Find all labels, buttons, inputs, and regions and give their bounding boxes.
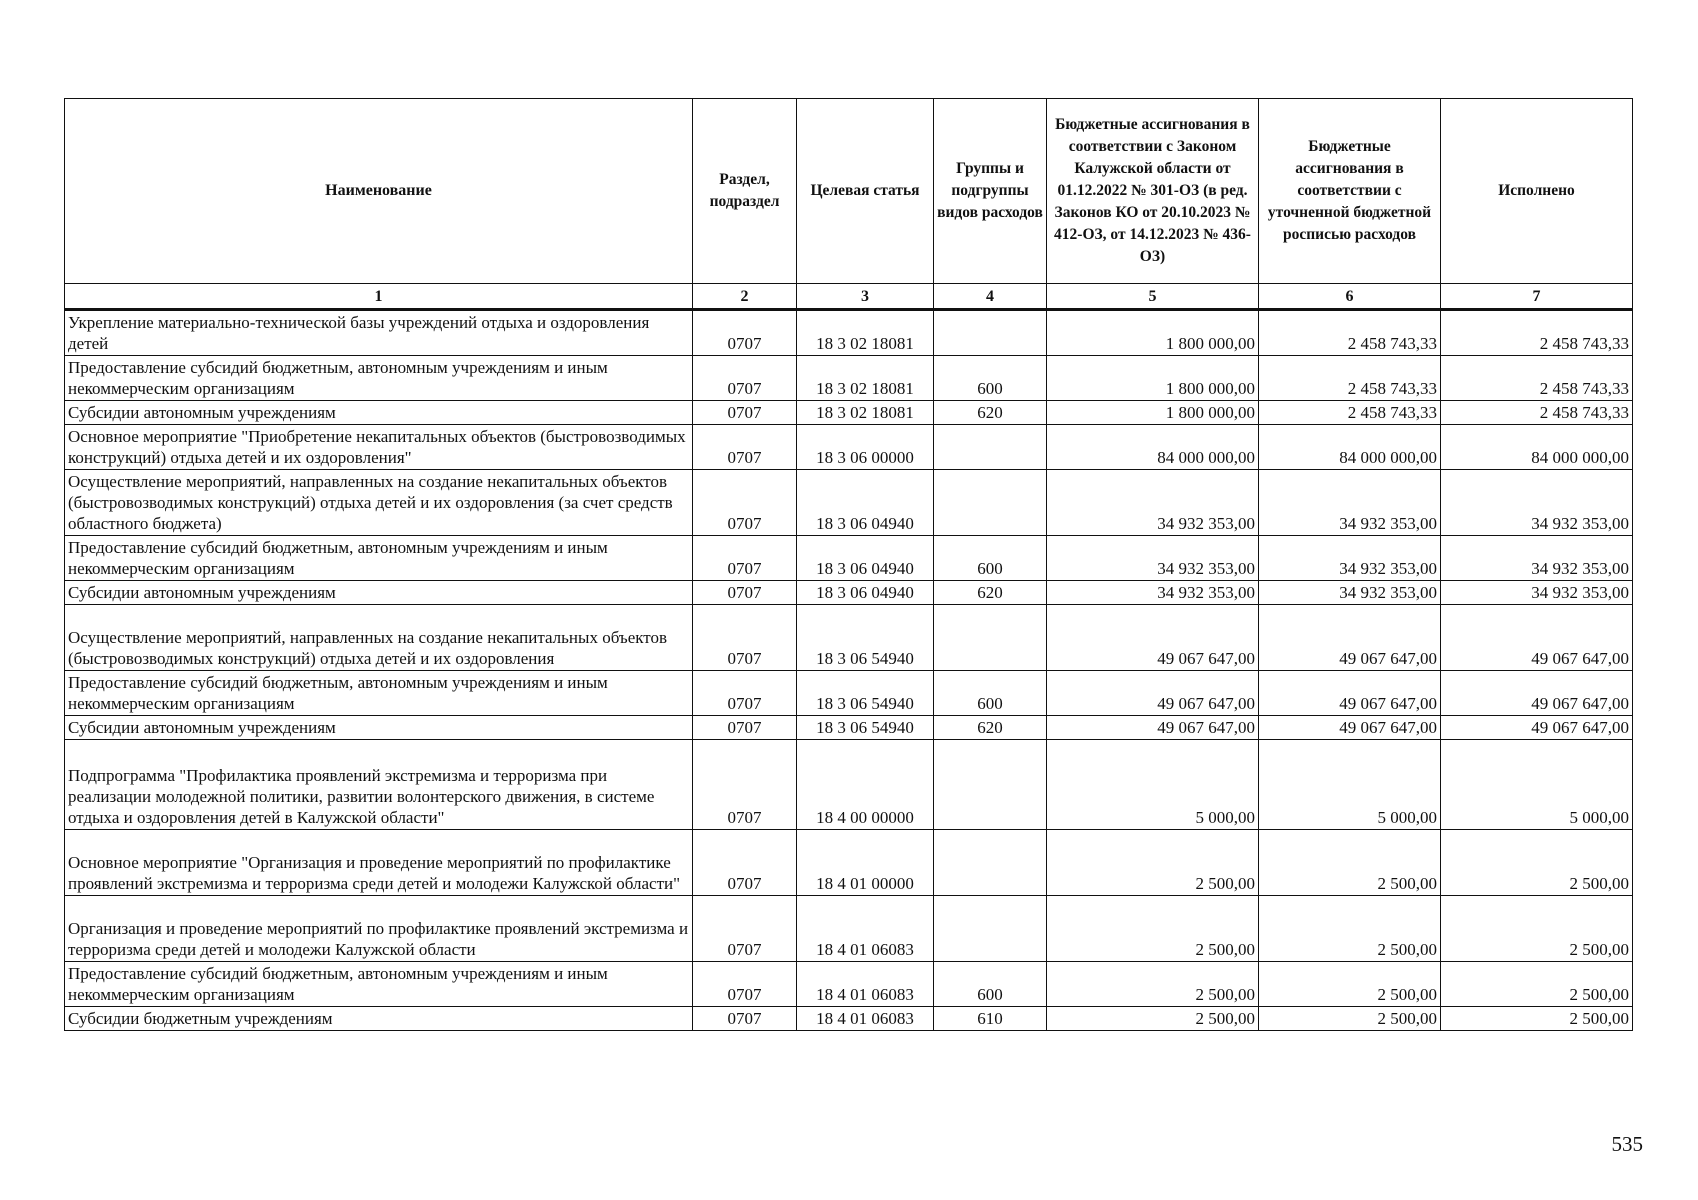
cell-law-amount: 2 500,00 <box>1047 896 1259 962</box>
cell-executed-amount: 2 458 743,33 <box>1441 310 1633 356</box>
cell-executed-amount: 34 932 353,00 <box>1441 536 1633 581</box>
header-row <box>65 99 1633 284</box>
cell-target: 18 3 02 18081 <box>797 356 934 401</box>
cell-law-amount: 1 800 000,00 <box>1047 401 1259 425</box>
header-law-allocations: Бюджетные ассигнования в соответствии с Законом Калужской области от 01.12.2022 № 301-ОЗ (в ред. Законов КО от 20.10.2023 № 412-ОЗ, от 14.12.2023 № 436-ОЗ) <box>1047 99 1259 284</box>
cell-name: Основное мероприятие "Организация и проведение мероприятий по профилактике проявлений экстремизма и терроризма среди детей и молодежи Калужской области" <box>65 830 693 896</box>
cell-refined-amount: 49 067 647,00 <box>1259 605 1441 671</box>
cell-section: 0707 <box>693 401 797 425</box>
column-number: 3 <box>797 284 934 310</box>
cell-law-amount: 34 932 353,00 <box>1047 581 1259 605</box>
cell-refined-amount: 2 500,00 <box>1259 830 1441 896</box>
cell-group <box>934 740 1047 830</box>
cell-group: 620 <box>934 716 1047 740</box>
cell-group: 620 <box>934 581 1047 605</box>
cell-section: 0707 <box>693 716 797 740</box>
cell-section: 0707 <box>693 356 797 401</box>
cell-group <box>934 310 1047 356</box>
table-row <box>65 740 1633 830</box>
cell-section: 0707 <box>693 962 797 1007</box>
cell-law-amount: 2 500,00 <box>1047 830 1259 896</box>
cell-group <box>934 830 1047 896</box>
cell-law-amount: 2 500,00 <box>1047 962 1259 1007</box>
cell-refined-amount: 2 500,00 <box>1259 896 1441 962</box>
table-row <box>65 470 1633 536</box>
cell-name: Предоставление субсидий бюджетным, автономным учреждениям и иным некоммерческим организациям <box>65 356 693 401</box>
cell-section: 0707 <box>693 830 797 896</box>
cell-executed-amount: 49 067 647,00 <box>1441 671 1633 716</box>
cell-law-amount: 1 800 000,00 <box>1047 310 1259 356</box>
table-row <box>65 581 1633 605</box>
cell-executed-amount: 34 932 353,00 <box>1441 581 1633 605</box>
cell-target: 18 3 06 04940 <box>797 581 934 605</box>
table-body <box>65 310 1633 1031</box>
cell-target: 18 3 06 00000 <box>797 425 934 470</box>
table-row <box>65 536 1633 581</box>
cell-section: 0707 <box>693 425 797 470</box>
cell-target: 18 4 00 00000 <box>797 740 934 830</box>
cell-section: 0707 <box>693 536 797 581</box>
table-row <box>65 425 1633 470</box>
cell-law-amount: 49 067 647,00 <box>1047 716 1259 740</box>
table-row <box>65 356 1633 401</box>
cell-section: 0707 <box>693 671 797 716</box>
cell-name: Осуществление мероприятий, направленных на создание некапитальных объектов (быстровозводимых конструкций) отдыха детей и их оздоровления (за счет средств областного бюджета) <box>65 470 693 536</box>
cell-refined-amount: 34 932 353,00 <box>1259 536 1441 581</box>
cell-executed-amount: 5 000,00 <box>1441 740 1633 830</box>
cell-refined-amount: 5 000,00 <box>1259 740 1441 830</box>
column-number: 4 <box>934 284 1047 310</box>
table-row <box>65 896 1633 962</box>
cell-refined-amount: 2 458 743,33 <box>1259 401 1441 425</box>
cell-executed-amount: 49 067 647,00 <box>1441 716 1633 740</box>
cell-executed-amount: 2 500,00 <box>1441 830 1633 896</box>
cell-name: Предоставление субсидий бюджетным, автономным учреждениям и иным некоммерческим организациям <box>65 536 693 581</box>
cell-target: 18 3 06 54940 <box>797 716 934 740</box>
table-row <box>65 401 1633 425</box>
cell-executed-amount: 84 000 000,00 <box>1441 425 1633 470</box>
cell-name: Предоставление субсидий бюджетным, автономным учреждениям и иным некоммерческим организациям <box>65 962 693 1007</box>
cell-section: 0707 <box>693 740 797 830</box>
cell-section: 0707 <box>693 896 797 962</box>
column-number-row <box>65 284 1633 310</box>
cell-name: Основное мероприятие "Приобретение некапитальных объектов (быстровозводимых конструкций) отдыха детей и их оздоровления" <box>65 425 693 470</box>
cell-target: 18 3 02 18081 <box>797 310 934 356</box>
cell-name: Подпрограмма "Профилактика проявлений экстремизма и терроризма при реализации молодежной политики, развитии волонтерского движения, в системе отдыха и оздоровления детей в Калужской области" <box>65 740 693 830</box>
cell-refined-amount: 2 500,00 <box>1259 1007 1441 1031</box>
cell-target: 18 3 06 54940 <box>797 605 934 671</box>
cell-group: 600 <box>934 962 1047 1007</box>
cell-group <box>934 605 1047 671</box>
cell-section: 0707 <box>693 581 797 605</box>
cell-executed-amount: 2 500,00 <box>1441 896 1633 962</box>
cell-refined-amount: 84 000 000,00 <box>1259 425 1441 470</box>
cell-executed-amount: 34 932 353,00 <box>1441 470 1633 536</box>
cell-law-amount: 34 932 353,00 <box>1047 536 1259 581</box>
cell-name: Субсидии автономным учреждениям <box>65 716 693 740</box>
cell-executed-amount: 2 458 743,33 <box>1441 401 1633 425</box>
cell-group: 620 <box>934 401 1047 425</box>
cell-target: 18 4 01 00000 <box>797 830 934 896</box>
cell-executed-amount: 2 500,00 <box>1441 962 1633 1007</box>
cell-executed-amount: 49 067 647,00 <box>1441 605 1633 671</box>
cell-name: Субсидии бюджетным учреждениям <box>65 1007 693 1031</box>
cell-law-amount: 49 067 647,00 <box>1047 605 1259 671</box>
cell-section: 0707 <box>693 605 797 671</box>
cell-section: 0707 <box>693 310 797 356</box>
cell-law-amount: 2 500,00 <box>1047 1007 1259 1031</box>
cell-law-amount: 49 067 647,00 <box>1047 671 1259 716</box>
column-number: 1 <box>65 284 693 310</box>
cell-target: 18 4 01 06083 <box>797 1007 934 1031</box>
cell-group <box>934 470 1047 536</box>
table-row <box>65 605 1633 671</box>
column-number: 2 <box>693 284 797 310</box>
cell-executed-amount: 2 458 743,33 <box>1441 356 1633 401</box>
table-row <box>65 716 1633 740</box>
cell-refined-amount: 49 067 647,00 <box>1259 671 1441 716</box>
cell-target: 18 4 01 06083 <box>797 962 934 1007</box>
cell-refined-amount: 2 458 743,33 <box>1259 356 1441 401</box>
cell-section: 0707 <box>693 1007 797 1031</box>
cell-refined-amount: 49 067 647,00 <box>1259 716 1441 740</box>
cell-name: Субсидии автономным учреждениям <box>65 401 693 425</box>
cell-name: Организация и проведение мероприятий по профилактике проявлений экстремизма и терроризма среди детей и молодежи Калужской области <box>65 896 693 962</box>
cell-target: 18 3 02 18081 <box>797 401 934 425</box>
cell-name: Предоставление субсидий бюджетным, автономным учреждениям и иным некоммерческим организациям <box>65 671 693 716</box>
cell-group: 610 <box>934 1007 1047 1031</box>
column-number: 6 <box>1259 284 1441 310</box>
table-row <box>65 830 1633 896</box>
table-row <box>65 310 1633 356</box>
cell-target: 18 3 06 54940 <box>797 671 934 716</box>
cell-target: 18 3 06 04940 <box>797 536 934 581</box>
cell-law-amount: 5 000,00 <box>1047 740 1259 830</box>
column-number: 7 <box>1441 284 1633 310</box>
cell-law-amount: 34 932 353,00 <box>1047 470 1259 536</box>
cell-refined-amount: 2 500,00 <box>1259 962 1441 1007</box>
header-executed: Исполнено <box>1441 99 1633 284</box>
cell-group: 600 <box>934 356 1047 401</box>
budget-table <box>64 98 1633 1031</box>
header-name: Наименование <box>65 99 693 284</box>
header-groups: Группы и подгруппы видов расходов <box>934 99 1047 284</box>
column-number: 5 <box>1047 284 1259 310</box>
cell-group <box>934 425 1047 470</box>
cell-target: 18 4 01 06083 <box>797 896 934 962</box>
cell-group: 600 <box>934 536 1047 581</box>
cell-group <box>934 896 1047 962</box>
cell-target: 18 3 06 04940 <box>797 470 934 536</box>
cell-refined-amount: 34 932 353,00 <box>1259 470 1441 536</box>
page-number: 535 <box>1611 1132 1643 1156</box>
table-row <box>65 1007 1633 1031</box>
cell-law-amount: 1 800 000,00 <box>1047 356 1259 401</box>
table-row <box>65 962 1633 1007</box>
table-row <box>65 671 1633 716</box>
cell-name: Укрепление материально-технической базы учреждений отдыха и оздоровления детей <box>65 310 693 356</box>
cell-section: 0707 <box>693 470 797 536</box>
header-refined-allocations: Бюджетные ассигнования в соответствии с уточненной бюджетной росписью расходов <box>1259 99 1441 284</box>
cell-name: Осуществление мероприятий, направленных на создание некапитальных объектов (быстровозводимых конструкций) отдыха детей и их оздоровления <box>65 605 693 671</box>
table-header <box>65 99 1633 310</box>
cell-name: Субсидии автономным учреждениям <box>65 581 693 605</box>
header-target: Целевая статья <box>797 99 934 284</box>
cell-group: 600 <box>934 671 1047 716</box>
cell-executed-amount: 2 500,00 <box>1441 1007 1633 1031</box>
cell-refined-amount: 2 458 743,33 <box>1259 310 1441 356</box>
cell-law-amount: 84 000 000,00 <box>1047 425 1259 470</box>
cell-refined-amount: 34 932 353,00 <box>1259 581 1441 605</box>
header-section: Раздел, подраздел <box>693 99 797 284</box>
